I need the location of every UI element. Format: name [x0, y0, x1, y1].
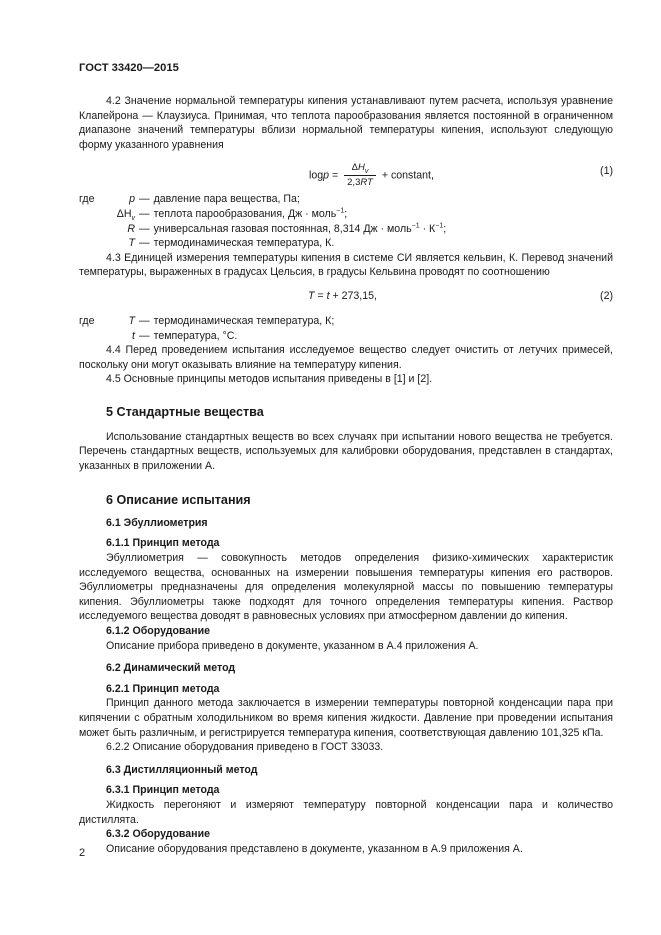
equation-2-formula: T = t + 273,15,	[308, 289, 377, 302]
definition-row: T — термодинамическая температура, К.	[128, 237, 335, 250]
subsection-6-1-2-title: 6.1.2 Оборудование	[106, 625, 210, 638]
fraction: $\frac{\Delta H_v}{2,3RT}$	[344, 162, 376, 189]
paragraph-4-5: 4.5 Основные принципы методов испытания приведены в [1] и [2].	[106, 373, 433, 386]
paragraph-4-4: 4.4 Перед проведением испытания исследуемое вещество следует очистить от летучих примесей, поскольку они могут оказывать влияние на температуру кипения.	[79, 344, 613, 371]
equation-1	[79, 152, 613, 192]
definition-row: где T — термодинамическая температура, К;	[79, 314, 335, 327]
subsection-6-3-title: 6.3 Дистилляционный метод	[106, 763, 258, 776]
section-6-title: 6 Описание испытания	[106, 493, 251, 508]
subsection-6-3-1-title: 6.3.1 Принцип метода	[106, 784, 220, 797]
subsection-6-1-1-text: Эбуллиометрия — совокупность методов определения физико-химических характеристик исследуемого вещества, основанных на измерении повышения температуры кипения его растворов. Эбуллиометры предназначены для определения молекулярной массы по повышению температуры кипения. Эбуллиометры также подходят для точного определения температуры кипения. Раствор исследуемого вещества доводят в равновесных условиях при атмосферном давлении до кипения.	[79, 552, 613, 623]
subsection-6-3-2-title: 6.3.2 Оборудование	[106, 828, 210, 841]
subsection-6-2-1-text: Принцип данного метода заключается в измерении температуры повторной конденсации пара при кипячении с обратным холодильником во время кипения жидкости. Давление при проведении испытания может быть различным, и регистрируется температура кипения, соответствующая давлению 101,325 кПа.	[79, 697, 613, 739]
definition-row: R — универсальная газовая постоянная, 8,314 Дж · моль$^{-1}$ · $К^{-1}$;	[127, 222, 447, 235]
subsection-6-1-1-title: 6.1.1 Принцип метода	[106, 537, 220, 550]
section-5-text: Использование стандартных веществ во всех случаях при испытании нового вещества не требуется. Перечень стандартных веществ, используемых для калибровки оборудования, представлен в стандартах, указанных в приложении А.	[79, 430, 613, 472]
paragraph-4-2: 4.2 Значение нормальной температуры кипения устанавливают путем расчета, используя уравнение Клапейрона — Клаузиуса. Принимая, что теплота парообразования является постоянной в ограниченном диапазоне значений температуры вблизи нормальной температуры кипения, используют следующую форму указанного уравнения	[79, 95, 613, 151]
definition-row: где p — давление пара вещества, Па;	[79, 193, 300, 206]
subsection-6-3-2-text: Описание оборудования представлено в документе, указанном в А.9 приложения А.	[106, 842, 523, 855]
definition-row: $\Delta H_v$ — теплота парообразования, Дж · моль$^{-1}$;	[116, 207, 348, 223]
definitions-list-1	[79, 192, 613, 250]
equation-2-number: (2)	[600, 289, 613, 302]
subsection-6-1-title: 6.1 Эбуллиометрия	[106, 516, 208, 529]
definition-row: t — температура, °С.	[132, 329, 238, 342]
subsection-6-2-title: 6.2 Динамический метод	[106, 662, 236, 675]
page-number: 2	[79, 847, 86, 859]
doc-code-header: ГОСТ 33420—2015	[79, 62, 179, 74]
subsection-6-2-2-text: 6.2.2 Описание оборудования приведено в ГОСТ 33033.	[106, 741, 384, 754]
definitions-list-2	[79, 314, 613, 343]
section-5-title: 5 Стандартные вещества	[106, 404, 264, 419]
equation-2	[79, 280, 613, 314]
paragraph-4-3: 4.3 Единицей измерения температуры кипения в системе СИ является кельвин, К. Перевод значений температуры, выраженных в градусах Цельсия, в градусы Кельвина проводят по соотношению	[79, 251, 613, 279]
body-column	[79, 94, 613, 856]
subsection-6-1-2-text: Описание прибора приведено в документе, указанном в А.4 приложения А.	[106, 639, 479, 652]
equation-1-formula: logp = $\frac{\Delta H_v}{2,3RT}$ + constant,	[309, 162, 434, 189]
equation-1-number: (1)	[600, 165, 613, 178]
subsection-6-2-1-title: 6.2.1 Принцип метода	[106, 682, 220, 695]
subsection-6-3-1-text: Жидкость перегоняют и измеряют температуру повторной конденсации пара и количество дистиллята.	[79, 798, 613, 826]
